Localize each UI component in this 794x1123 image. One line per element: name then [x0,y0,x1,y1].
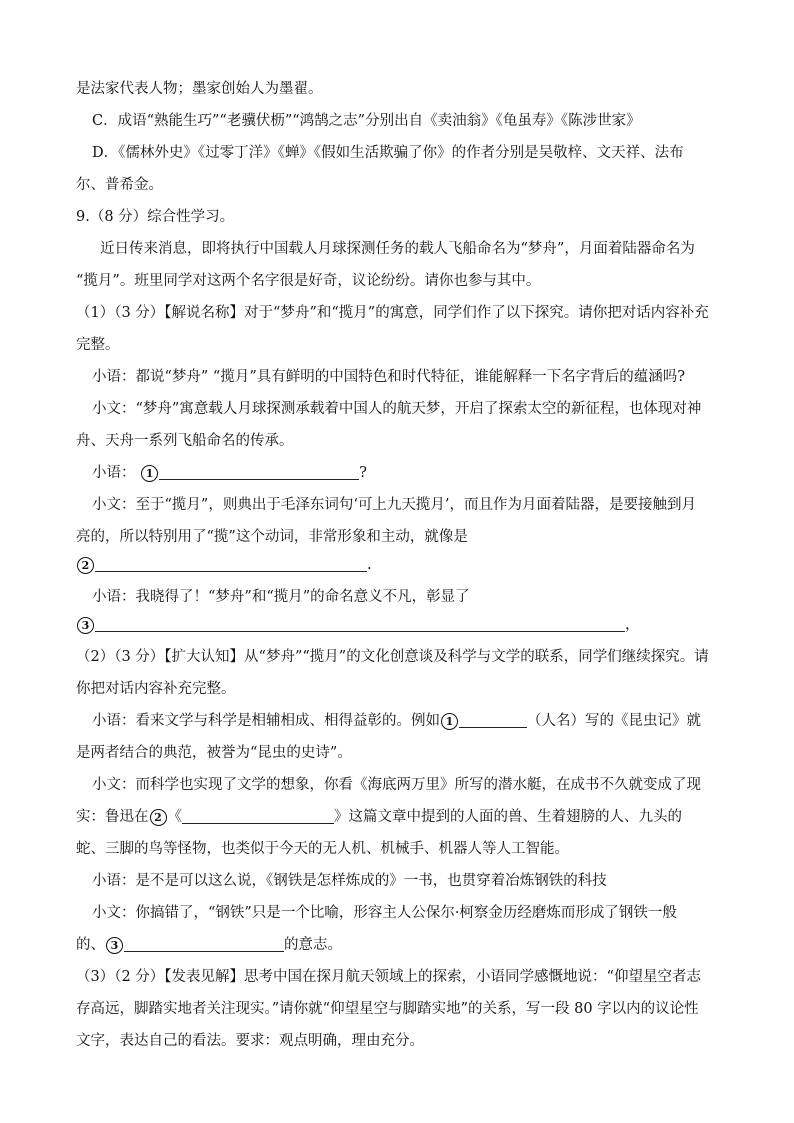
text-line: 是法家代表人物；墨家创始人为墨翟。 [76,81,323,97]
answer-blank-3[interactable] [95,615,625,632]
question-9-title: 9.（8 分）综合性学习。 [76,209,235,225]
dialogue-line: 小语： 1 ? [92,465,367,481]
option-d: D．《儒林外史》《过零丁洋》《蝉》《假如生活欺骗了你》的作者分别是吴敬梓、文天祥、法布 [92,145,684,161]
text-line: 尔、普希金。 [76,177,163,193]
dialogue-line: 小文：至于“揽月”，则典出于毛泽东词句‘可上九天揽月’，而且作为月面着陆器，是要接触到月 [92,497,697,513]
blank-marker-3: 3 [77,617,94,634]
dialogue-line: 小文：而科学也实现了文学的想象，你看《海底两万里》所写的潜水艇，在成书不久就变成了现 [92,777,701,793]
dialogue-line: 小语：我晓得了！“梦舟”和“揽月”的命名意义不凡，彰显了 [92,589,470,605]
dialogue-line: 小文：“梦舟”寓意载人月球探测承载着中国人的航天梦，开启了探索太空的新征程，也体现对神 [92,401,702,417]
dialogue-line: 小语：是不是可以这么说，《钢铁是怎样炼成的》一书，也贯穿着冶炼钢铁的科技 [92,873,607,889]
answer-blank-article[interactable] [182,807,334,824]
dialogue-line: 小语：都说“梦舟” “揽月”具有鲜明的中国特色和时代特征，谁能解释一下名字背后的蕴涵吗? [92,369,686,385]
sub-question-2: （2）（3 分）【扩大认知】从“梦舟”“揽月”的文化创意谈及科学与文学的联系，同学们继续探究。请 [76,649,709,665]
sub-question-1: （1）（3 分）【解说名称】对于“梦舟”和“揽月”的寓意，同学们作了以下探究。请你把对话内容补充 [76,305,709,321]
text-line: 蛇、三脚的鸟等怪物，也类似于今天的无人机、机械手、机器人等人工智能。 [76,841,569,857]
answer-line: 3 ， [76,615,640,635]
answer-line: 的、 3 的意志。 [76,937,342,953]
option-c: C．成语“熟能生巧”“老骥伏枥”“鸿鹄之志”分别出自《卖油翁》《龟虽寿》《陈涉世家》 [92,113,641,129]
blank-marker-2: 2 [77,557,94,574]
text-line: 你把对话内容补充完整。 [76,681,236,697]
blank-marker-2: 2 [150,809,167,826]
answer-blank-will[interactable] [124,935,284,952]
text-line: 存高远，脚踏实地者关注现实。”请你就“仰望星空与脚踏实地”的关系，写一段 80 字以内的议论性 [76,1001,699,1017]
text-line: 文字，表达自己的看法。要求：观点明确，理由充分。 [76,1033,424,1049]
text-line: 完整。 [76,337,120,353]
dialogue-line: 小语：看来文学与科学是相辅相成、相得益彰的。例如 1 （人名）写的《昆虫记》就 [92,713,701,729]
answer-line: 2 . [76,555,372,575]
sub-question-3: （3）（2 分）【发表见解】思考中国在探月航天领域上的探索，小语同学感慨地说：“仰望星空者志 [76,969,701,985]
text-line: 亮的，所以特别用了“揽”这个动词，非常形象和主动，就像是 [76,529,468,545]
blank-marker-1: 1 [441,713,458,730]
dialogue-line: 小文：你搞错了，“钢铁”只是一个比喻，形容主人公保尔·柯察金历经磨炼而形成了钢铁一般 [92,905,677,921]
text-line: 舟、天舟一系列飞船命名的传承。 [76,433,294,449]
blank-marker-3: 3 [106,937,123,954]
answer-line: 实：鲁迅在 2 《 》这篇文章中提到的人面的兽、生着翅膀的人、九头的 [76,809,682,825]
intro-paragraph: “揽月”。班里同学对这两个名字很是好奇，议论纷纷。请你也参与其中。 [76,273,541,289]
intro-paragraph: 近日传来消息，即将执行中国载人月球探测任务的载人飞船命名为“梦舟”，月面着陆器命名为 [100,241,695,257]
answer-blank-2[interactable] [95,555,367,572]
blank-marker-1: 1 [141,465,158,482]
answer-blank-1[interactable] [159,463,359,480]
text-line: 是两者结合的典范，被誉为“昆虫的史诗”。 [76,745,352,761]
answer-blank-name[interactable] [459,711,527,728]
